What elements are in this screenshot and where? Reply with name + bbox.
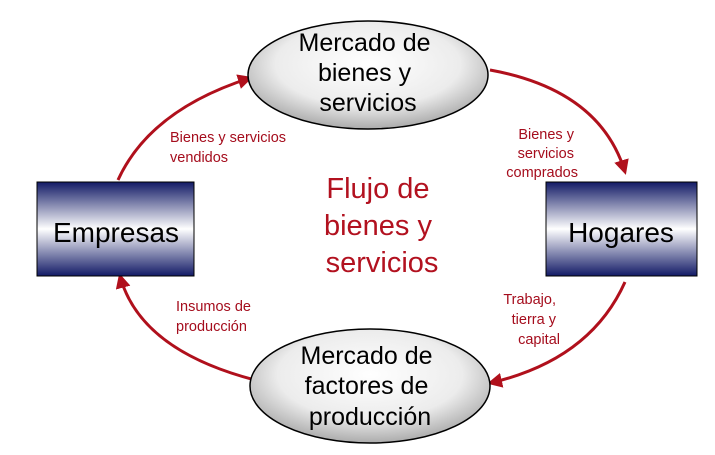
- hogares-label: Hogares: [568, 217, 674, 248]
- flow-label-comprados: Bienes y servicios comprados: [506, 127, 578, 181]
- factor-market-line-3: producción: [308, 403, 432, 431]
- center-title-line-1: Flujo de: [326, 173, 430, 205]
- goods-market-line-2: bienes y: [317, 59, 412, 87]
- factor-market-line-1: Mercado de: [300, 342, 433, 370]
- goods-services-market-node: [248, 21, 488, 129]
- goods-market-line-3: servicios: [319, 89, 417, 117]
- factor-market-line-2: factores de: [304, 372, 429, 400]
- empresas-label: Empresas: [52, 217, 180, 248]
- empresas-node: [37, 182, 194, 276]
- flow-label-insumos: Insumos de producción: [176, 299, 251, 335]
- center-title: [324, 173, 440, 279]
- flow-label-vendidos: Bienes y servicios vendidos: [170, 130, 287, 166]
- hogares-node: [546, 182, 697, 276]
- center-title-line-3: servicios: [325, 247, 439, 279]
- goods-market-line-1: Mercado de: [298, 29, 431, 57]
- center-title-line-2: bienes y: [323, 210, 432, 242]
- svg-text:Mercado de factores de: [301, 342, 440, 431]
- factors-market-node: [250, 329, 490, 443]
- flow-label-factores: Trabajo, tierra y capital: [503, 292, 560, 348]
